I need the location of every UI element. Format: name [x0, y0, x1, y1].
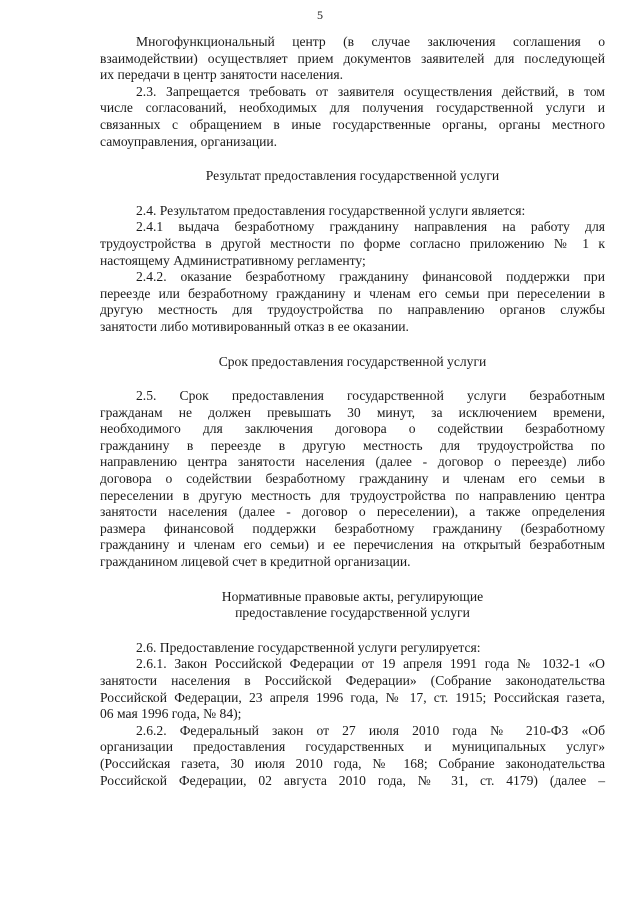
- paragraph-mfc: [100, 34, 605, 84]
- text-line: их передачи в центр занятости населения.: [100, 67, 344, 83]
- text-line: взаимодействии) осуществляет прием документов заявителей для последующей: [100, 50, 605, 66]
- text-line: занятости населения (далее - договор о переселении), а также определения: [100, 504, 605, 520]
- paragraph-2-4: [100, 203, 605, 220]
- paragraph-2-6: [100, 640, 605, 657]
- text-line: переселении в другую местность для трудоустройства по направлению центра: [100, 487, 605, 503]
- text-line: 2.6.1. Закон Российской Федерации от 19 апреля 1991 года № 1032-1 «О: [136, 656, 605, 672]
- text-line: (Российская газета, 30 июля 2010 года, № 168; Собрание законодательства: [100, 755, 605, 771]
- text-line: необходимого для заключения договора о содействии безработному: [100, 421, 605, 437]
- text-line: 2.4.2. оказание безработному гражданину финансовой поддержки при: [136, 269, 605, 285]
- text-line: занятости населения в Российской Федерации» (Собрание законодательства: [100, 673, 605, 688]
- text-line: гражданином лицевой счет в кредитной организации.: [100, 554, 411, 570]
- text-line: договора о содействии безработному гражданину и членам его семьи в: [100, 471, 605, 487]
- text-line: направлению центра занятости населения (далее - договор о переезде) либо: [100, 454, 605, 470]
- text-line: 2.6.2. Федеральный закон от 27 июля 2010 года № 210-ФЗ «Об: [136, 722, 605, 738]
- text-line: гражданину в переезде в другую местность для трудоустройства по: [100, 437, 605, 453]
- text-line: связанных с обращением в иные государственные органы, органы местного: [100, 116, 605, 132]
- text-line: 2.4.1 выдача безработному гражданину направления на работу для: [136, 219, 605, 235]
- text-line: числе согласований, необходимых для получения государственной услуги и: [100, 100, 605, 116]
- text-line: размера финансовой поддержки безработному гражданину (безработному: [100, 520, 605, 536]
- document-body: [100, 34, 605, 789]
- text-line: другую местность для трудоустройства по направлению органов службы: [100, 302, 605, 318]
- text-line: гражданину и членам его семьи) и ее перечисления на открытый безработным: [100, 537, 605, 553]
- text-line: переезде или безработному гражданину и членам его семьи при переселении в: [100, 285, 605, 301]
- page-number: 5: [317, 8, 323, 22]
- text-line: Российской Федерации, 23 апреля 1996 года, № 17, ст. 1915; Российская газета,: [100, 689, 605, 705]
- paragraph-2-3: [100, 84, 605, 150]
- text-line: трудоустройства в другой местности по форме согласно приложению № 1 к: [100, 235, 605, 251]
- text-line: организации предоставления государственных и муниципальных услуг»: [100, 739, 605, 755]
- paragraph-2-4-2: [100, 269, 605, 335]
- text-line: 2.4. Результатом предоставления государственной услуги является:: [136, 202, 526, 218]
- text-line: гражданам не должен превышать 30 минут, за исключением времени,: [100, 404, 605, 420]
- text-line: 2.3. Запрещается требовать от заявителя осуществления действий, в том: [136, 83, 605, 99]
- paragraph-2-5: [100, 388, 605, 571]
- text-line: самоуправления, организации.: [100, 133, 278, 149]
- text-line: настоящему Административному регламенту;: [100, 252, 366, 268]
- text-line: 2.6. Предоставление государственной услуги регулируется:: [136, 639, 481, 655]
- text-line: Многофункциональный центр (в случае заключения соглашения о: [136, 34, 605, 49]
- section-heading-acts-line2: предоставление государственной услуги: [235, 605, 470, 621]
- text-line: 06 мая 1996 года, № 84);: [100, 706, 242, 722]
- section-heading-acts-line1: Нормативные правовые акты, регулирующие: [221, 588, 484, 604]
- paragraph-2-6-1: [100, 656, 605, 722]
- paragraph-2-4-1: [100, 219, 605, 269]
- text-line: занятости либо мотивированный отказ в ее оказании.: [100, 318, 409, 334]
- paragraph-2-6-2: [100, 723, 605, 789]
- section-heading-result: Результат предоставления государственной услуги: [205, 168, 500, 184]
- text-line: Российской Федерации, 02 августа 2010 года, № 31, ст. 4179) (далее –: [100, 772, 605, 788]
- text-line: 2.5. Срок предоставления государственной услуги безработным: [136, 388, 605, 404]
- section-heading-term: Срок предоставления государственной услуги: [218, 353, 487, 369]
